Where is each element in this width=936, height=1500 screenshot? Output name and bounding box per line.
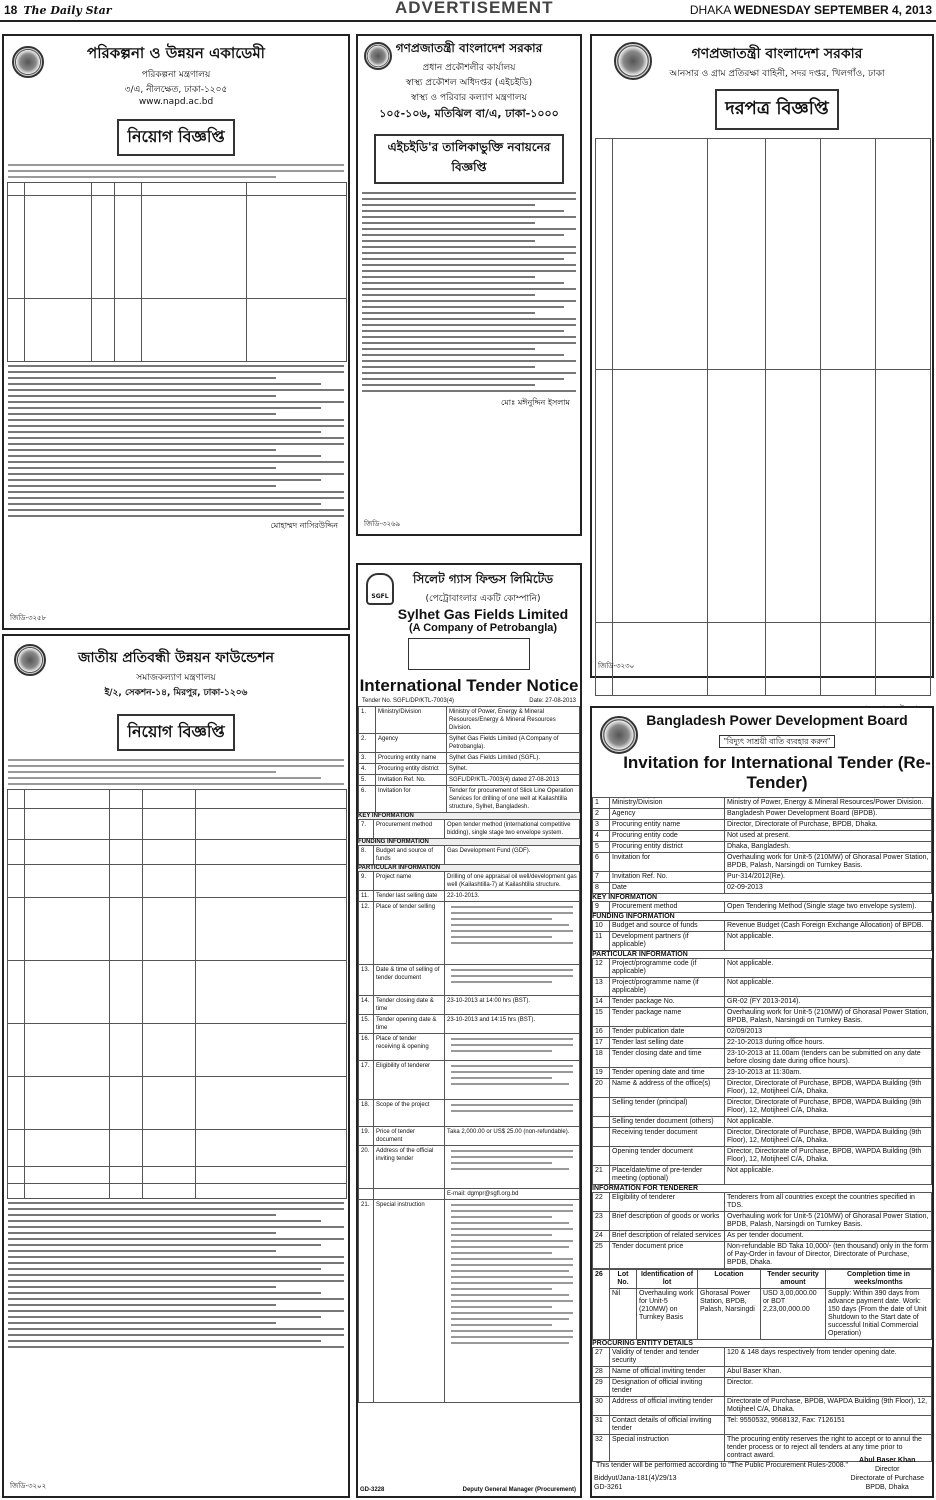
row-no (593, 1147, 610, 1166)
ad4-org: জাতীয় প্রতিবন্ধী উন্নয়ন ফাউন্ডেশন (78, 650, 274, 666)
ad4-title: নিয়োগ বিজ্ঞপ্তি (117, 714, 234, 751)
row-value: 22-10-2013 during office hours. (725, 1038, 932, 1049)
ad2-body-text (358, 192, 580, 392)
ad3-code: জিডি-৩২৩০ (598, 662, 635, 670)
row-value: Director, Directorate of Purchase, BPDB, WAPDA Building (9th Floor), 12, Motijheel C/A, Dhaka. (725, 1098, 932, 1117)
ad1-ministry: পরিকল্পনা মন্ত্রণালয় (141, 70, 211, 80)
ad5-project-label: Project name (374, 872, 445, 891)
ad1-post-table (7, 182, 347, 362)
table-row (593, 1079, 932, 1098)
ad-hed-renewal (356, 34, 582, 536)
ad5-project-value: Drilling of one appraisal oil well/development gas well (Kailashtilla-7) at Kailashtilla structure. (445, 872, 580, 891)
row-value: Director, Directorate of Purchase, BPDB, WAPDA Building (9th Floor), 12, Motijheel C/A, Dhaka. (725, 1128, 932, 1147)
row-no: 1 (593, 798, 610, 809)
section-title: ADVERTISEMENT (395, 0, 554, 17)
ad2-ministry: স্বাস্থ্য ও পরিবার কল্যাণ মন্ত্রণালয় (411, 93, 527, 103)
row-label: Agency (376, 734, 447, 753)
ad5-method-label: Procurement method (374, 820, 445, 839)
row-value: Not applicable. (725, 978, 932, 997)
ad5-date: Date: 27-08-2013 (529, 698, 576, 704)
row-label: Address of official inviting tender (610, 1397, 725, 1416)
row-value: Not applicable. (725, 1166, 932, 1185)
row-label: Brief description of related services (610, 1231, 725, 1242)
ansar-emblem-icon (614, 42, 652, 80)
row-value: Directorate of Purchase, BPDB, WAPDA Building (9th Floor), 12, Motijheel C/A, Dhaka. (725, 1397, 932, 1416)
row-label: Invitation Ref. No. (376, 775, 447, 786)
row-value: Overhauling work for Unit-5 (210MW) of Ghorasal Power Station, BPDB, Palash, Narsingdi on Turnkey Basis. (725, 1212, 932, 1231)
table-row (593, 1128, 932, 1147)
ad5-slogan-box (408, 638, 530, 670)
row-no: 8 (593, 883, 610, 894)
row-label: Name & address of the office(s) (610, 1079, 725, 1098)
row-value: 120 & 148 days respectively from tender opening date. (725, 1348, 932, 1367)
table-row (593, 1008, 932, 1027)
ad3-tender-table (595, 138, 931, 696)
row-label: Brief description of goods or works (610, 1212, 725, 1231)
table-row (359, 707, 580, 734)
ad2-govt: গণপ্রজাতন্ত্রী বাংলাদেশ সরকার (395, 41, 543, 55)
ad5-name-en: Sylhet Gas Fields Limited (397, 606, 569, 622)
table-row (593, 820, 932, 831)
ad1-address: ৩/এ, নীলক্ষেত, ঢাকা-১২০৫ (124, 85, 228, 95)
row-label: Name of official inviting tender (610, 1367, 725, 1378)
row-value: The procuring entity reserves the right to accept or to annul the tender process or to reject all tenders at any time prior to contract award. (725, 1435, 932, 1462)
row-value: 02-09-2013 (725, 883, 932, 894)
table-row (593, 932, 932, 951)
ad2-signatory: মোঃ মঈনুদ্দিন ইসলাম (501, 398, 570, 407)
ad2-office: প্রধান প্রকৌশলীর কার্যালয় (422, 63, 516, 73)
lot-completion: Supply: Within 390 days from advance payment date. Work: 150 days (From the date of Unit Shutdown to the Start date of successful Initial Commercial Operation) (826, 1289, 932, 1340)
ad4-body-text (4, 759, 348, 785)
ad4-post-table (7, 789, 347, 1199)
row-no: 20 (593, 1079, 610, 1098)
row-value: Ministry of Power, Energy & Mineral Resources/Power Division. (725, 798, 932, 809)
row-label: Validity of tender and tender security (610, 1348, 725, 1367)
row-label: Tender package name (610, 1008, 725, 1027)
lot-header-completion: Completion time in weeks/months (826, 1270, 932, 1289)
row-no: 4. (359, 764, 376, 775)
table-row (593, 1068, 932, 1079)
ad2-dept: স্বাস্থ্য প্রকৌশল অধিদপ্তর (এইচইডি) (405, 78, 533, 88)
govt-emblem-icon (364, 42, 392, 70)
lot-no: Nil (610, 1289, 637, 1340)
row-no: 27 (593, 1348, 610, 1367)
ad3-title: দরপত্র বিজ্ঞপ্তি (715, 89, 838, 130)
row-no: 31 (593, 1416, 610, 1435)
table-row (593, 978, 932, 997)
sgfl-logo-icon: SGFL (366, 573, 394, 605)
table-row (593, 921, 932, 932)
ad-napd-recruitment (2, 34, 350, 630)
row-value: Director, Directorate of Purchase, BPDB, Dhaka. (725, 820, 932, 831)
row-no: 4 (593, 831, 610, 842)
row-label: Selling tender document (others) (610, 1117, 725, 1128)
ad5-code: GD-3228 (360, 1487, 385, 1493)
ad5-closing: 23-10-2013 at 14:00 hrs (BST). (445, 996, 580, 1015)
ad5-info-table (358, 706, 580, 813)
row-value: Director, Directorate of Purchase, BPDB, WAPDA Building (9th Floor), 12, Motijheel C/A, Dhaka. (725, 1079, 932, 1098)
ad4-code: জিডি-৩২০২ (10, 1482, 47, 1490)
ad4-address: ই/২, সেকশন-১৪, মিরপুর, ঢাকা-১২০৬ (104, 688, 248, 698)
row-no: 11 (593, 932, 610, 951)
row-value: GR-02 (FY 2013-2014). (725, 997, 932, 1008)
table-row (593, 883, 932, 894)
row-no: 2 (593, 809, 610, 820)
row-value: Director, Directorate of Purchase, BPDB, WAPDA Building (9th Floor), 12, Motijheel C/A, Dhaka. (725, 1147, 932, 1166)
ad1-code: জিডি-৩২৫৮ (10, 614, 47, 622)
table-row (593, 853, 932, 872)
row-label: Receiving tender document (610, 1128, 725, 1147)
row-value: Sylhet. (447, 764, 580, 775)
ad6-entity-details: PROCURING ENTITY DETAILS (592, 1340, 693, 1347)
ad6-funding-info: FUNDING INFORMATION (592, 913, 675, 920)
row-value: Sylhet Gas Fields Limited (SGFL). (447, 753, 580, 764)
row-no: 6 (593, 853, 610, 872)
row-no: 23 (593, 1212, 610, 1231)
row-value: Non-refundable BD Taka 10,000/- (ten thousand) only in the form of Pay-Order in favour of Director, Directorate of Purchase, BPDB, Dhaka. (725, 1242, 932, 1269)
row-label: Procuring entity name (376, 753, 447, 764)
row-label: Opening tender document (610, 1147, 725, 1166)
row-no: 15 (593, 1008, 610, 1027)
ad6-footnote: This tender will be performed according to "The Public Procurement Rules-2008." (596, 1462, 849, 1469)
row-value: SGFL/DP/KTL-7003(4) dated 27-08-2013 (447, 775, 580, 786)
ad4-ministry: সমাজকল্যাণ মন্ত্রণালয় (136, 673, 216, 683)
ad-disability-recruitment (2, 634, 350, 1498)
row-no: 28 (593, 1367, 610, 1378)
row-value: As per tender document. (725, 1231, 932, 1242)
row-label: Project/programme name (if applicable) (610, 978, 725, 997)
page-number: 18 (4, 3, 18, 17)
ad5-title: International Tender Notice (359, 676, 579, 695)
row-value: 23-10-2013 at 11.00am (tenders can be submitted on any date before closing date during office hours). (725, 1049, 932, 1068)
row-value: Not applicable. (725, 959, 932, 978)
row-no (593, 1117, 610, 1128)
foundation-logo-icon (14, 644, 46, 676)
row-value: Bangladesh Power Development Board (BPDB). (725, 809, 932, 820)
ad5-budget-value: Gas Development Fund (GDF). (445, 846, 580, 865)
row-no: 6. (359, 786, 376, 813)
row-no: 32 (593, 1435, 610, 1462)
table-row (593, 1416, 932, 1435)
row-label: Tender package No. (610, 997, 725, 1008)
row-label: Tender last selling date (610, 1038, 725, 1049)
row-label: Project/programme code (if applicable) (610, 959, 725, 978)
ad5-signatory: Deputy General Manager (Procurement) (462, 1487, 576, 1493)
table-row (593, 1242, 932, 1269)
masthead (0, 0, 936, 22)
table-row (593, 1348, 932, 1367)
row-no: 16 (593, 1027, 610, 1038)
ad5-key-info: KEY INFORMATION (358, 813, 580, 819)
table-row (359, 764, 580, 775)
table-row (593, 1367, 932, 1378)
lot-ident: Overhauling work for Unit-5 (210MW) on Turnkey Basis (637, 1289, 698, 1340)
ad6-code2: GD-3261 (594, 1484, 623, 1491)
ad6-key-info: KEY INFORMATION (592, 894, 658, 901)
row-label: Procuring entity district (610, 842, 725, 853)
table-row (593, 1166, 932, 1185)
ad-ansar-tender (590, 34, 934, 678)
row-value: 02/09/2013 (725, 1027, 932, 1038)
row-no: 3. (359, 753, 376, 764)
ad5-email: E-mail: dgmpr@sgfl.org.bd (445, 1189, 580, 1200)
table-row (593, 1049, 932, 1068)
table-row (593, 1231, 932, 1242)
row-label: Procuring entity name (610, 820, 725, 831)
row-label: Contact details of official inviting tender (610, 1416, 725, 1435)
ad1-web[interactable]: www.napd.ac.bd (138, 97, 214, 107)
row-label: Procurement method (610, 902, 725, 913)
table-row (593, 1117, 932, 1128)
lot-header-no: Lot No. (610, 1270, 637, 1289)
row-label: Procuring entity district (376, 764, 447, 775)
row-no: 5 (593, 842, 610, 853)
row-no: 29 (593, 1378, 610, 1397)
ad6-signatory: Abul Baser Khan Director Directorate of Purchase BPDB, Dhaka (850, 1457, 924, 1491)
ad3-dept: আনসার ও গ্রাম প্রতিরক্ষা বাহিনী, সদর দপ্তর, খিলগাঁও, ঢাকা (669, 69, 885, 79)
ad6-title: Invitation for International Tender (Re-Tender) (623, 753, 931, 792)
row-no: 5. (359, 775, 376, 786)
ad6-info-table (592, 797, 932, 894)
lot-location: Ghorasal Power Station, BPDB, Palash, Narsingdi (698, 1289, 761, 1340)
table-row (593, 1212, 932, 1231)
lot-header-ident: Identification of lot (637, 1270, 698, 1289)
ad-bpdb-tender (590, 706, 934, 1498)
ad1-title: নিয়োগ বিজ্ঞপ্তি (117, 119, 234, 156)
row-label: Designation of official inviting tender (610, 1378, 725, 1397)
ad5-particular-info: PARTICULAR INFORMATION (358, 865, 580, 871)
row-value: Open Tendering Method (Single stage two envelope system). (725, 902, 932, 913)
row-no: 19 (593, 1068, 610, 1079)
row-value: Not applicable. (725, 1117, 932, 1128)
ad1-terms-text (4, 365, 348, 517)
row-no: 9 (593, 902, 610, 913)
table-row (593, 1397, 932, 1416)
table-row (359, 753, 580, 764)
table-row (359, 775, 580, 786)
ad1-signatory: মোহাম্মদ নাসিরউদ্দিন (270, 521, 338, 530)
row-value: Pur-314/2012(Re). (725, 872, 932, 883)
row-no: 24 (593, 1231, 610, 1242)
row-label: Tender publication date (610, 1027, 725, 1038)
table-row (359, 734, 580, 753)
row-no: 14 (593, 997, 610, 1008)
row-label: Eligibility of tenderer (610, 1193, 725, 1212)
ad2-address: ১০৫-১০৬, মতিঝিল বা/এ, ঢাকা-১০০০ (379, 107, 559, 120)
row-value: Not used at present. (725, 831, 932, 842)
ad4-terms-text (4, 1202, 348, 1348)
row-value: Ministry of Power, Energy & Mineral Resources/Energy & Mineral Resources Division. (447, 707, 580, 734)
row-label: Place/date/time of pre-tender meeting (optional) (610, 1166, 725, 1185)
row-label: Ministry/Division (376, 707, 447, 734)
row-no: 21 (593, 1166, 610, 1185)
row-value: Tel: 9550532, 9568132, Fax: 7126151 (725, 1416, 932, 1435)
ad6-code1: Biddyut/Jana-181(4)/29/13 (594, 1475, 677, 1482)
row-label: Invitation for (610, 853, 725, 872)
row-label: Ministry/Division (610, 798, 725, 809)
row-value: Tenderers from all countries except the countries specified in TDS. (725, 1193, 932, 1212)
table-row (593, 842, 932, 853)
lot-header-security: Tender security amount (761, 1270, 826, 1289)
bpdb-logo-icon (600, 716, 638, 754)
row-no: 25 (593, 1242, 610, 1269)
table-row (593, 1098, 932, 1117)
row-value: Revenue Budget (Cash Foreign Exchange Allocation) of BPDB. (725, 921, 932, 932)
row-value: Tender for procurement of Slick Line Operation Services for drilling of one well at Kailashtilla structure, Sylhet, Bangladesh. (447, 786, 580, 813)
dateline: DHAKA WEDNESDAY SEPTEMBER 4, 2013 (689, 3, 932, 17)
lot-header-loc: Location (698, 1270, 761, 1289)
row-no: 17 (593, 1038, 610, 1049)
row-label: Tender document price (610, 1242, 725, 1269)
row-value: Director. (725, 1378, 932, 1397)
ad5-opening: 23-10-2013 and 14:15 hrs (BST). (445, 1015, 580, 1034)
table-row (593, 831, 932, 842)
table-row (593, 1147, 932, 1166)
row-label: Invitation for (376, 786, 447, 813)
row-no: 22 (593, 1193, 610, 1212)
row-no: 1. (359, 707, 376, 734)
row-no: 10 (593, 921, 610, 932)
row-no (593, 1128, 610, 1147)
row-label: Budget and source of funds (610, 921, 725, 932)
table-row (593, 872, 932, 883)
row-no: 18 (593, 1049, 610, 1068)
ad1-org: পরিকল্পনা ও উন্নয়ন একাডেমী (87, 44, 265, 62)
row-value: Abul Baser Khan. (725, 1367, 932, 1378)
table-row (593, 1193, 932, 1212)
table-row (593, 809, 932, 820)
row-value: 23-10-2013 at 11:30am. (725, 1068, 932, 1079)
row-no (593, 1098, 610, 1117)
table-row (593, 997, 932, 1008)
table-row (593, 1038, 932, 1049)
row-label: Selling tender (principal) (610, 1098, 725, 1117)
row-label: Tender opening date and time (610, 1068, 725, 1079)
row-label: Special instruction (610, 1435, 725, 1462)
ad5-name-bn: সিলেট গ্যাস ফিল্ডস লিমিটেড (412, 572, 554, 586)
newspaper-logo: The Daily Star (23, 3, 112, 17)
row-label: Procuring entity code (610, 831, 725, 842)
ad6-slogan: "বিদ্যুৎ সাশ্রয়ী বাতি ব্যবহার করুন" (719, 735, 835, 748)
lot-security: USD 3,00,000.00 or BDT 2,23,00,000.00 (761, 1289, 826, 1340)
row-label: Agency (610, 809, 725, 820)
ad6-org: Bangladesh Power Development Board (646, 712, 908, 728)
ad5-price: Taka 2,000.00 or US$ 25.00 (non-refundable). (445, 1127, 580, 1146)
ad2-title: এইচইডি'র তালিকাভুক্তি নবায়নের বিজ্ঞপ্তি (374, 134, 564, 184)
table-row (593, 1378, 932, 1397)
row-value: Overhauling work for Unit-5 (210MW) of Ghorasal Power Station, BPDB, Palash, Narsingdi on Turnkey Basis. (725, 1008, 932, 1027)
ad2-code: জিডি-৩২৬৯ (364, 520, 401, 528)
table-row (359, 786, 580, 813)
row-no: 12 (593, 959, 610, 978)
ad6-lot-table: 26 Lot No. Identification of lot Location Tender security amount Completion time in weeks/months Nil Overhauling work for Unit-5 (210MW) on Turnkey Basis Ghorasal Power Station, BPDB, Palash, Narsingdi USD 3,00,000.00 or BDT 2,23,00,000.00 Supply: Within 390 days from advance payment date. Work: 150 days (From the date of Unit Shutdown to the Start date of successful Initial Commercial Operation) (592, 1269, 932, 1340)
ad3-govt: গণপ্রজাতন্ত্রী বাংলাদেশ সরকার (691, 46, 863, 62)
row-no: 30 (593, 1397, 610, 1416)
row-label: Development partners (if applicable) (610, 932, 725, 951)
ad6-particular-info: PARTICULAR INFORMATION (592, 951, 688, 958)
ad5-method-value: Open tender method (international competitive bidding), single stage two envelope system. (445, 820, 580, 839)
table-row (593, 798, 932, 809)
napd-logo-icon (12, 46, 44, 78)
ad5-funding-info: FUNDING INFORMATION (358, 839, 580, 845)
row-value: Not applicable. (725, 932, 932, 951)
ad6-tenderer-info: INFORMATION FOR TENDERER (592, 1185, 699, 1192)
ad5-tender-no: Tender No. SGFL/DP/KTL-7003(4) (362, 698, 455, 704)
row-no: 7 (593, 872, 610, 883)
row-no: 3 (593, 820, 610, 831)
row-value: Overhauling work for Unit-5 (210MW) of Ghorasal Power Station, BPDB, Palash, Narsingdi on Turnkey Basis. (725, 853, 932, 872)
ad5-sub-en: (A Company of Petrobangla) (408, 622, 558, 634)
ad5-sub-bn: (পেট্রোবাংলার একটি কোম্পানি) (425, 594, 541, 604)
table-row (593, 1027, 932, 1038)
row-label: Date (610, 883, 725, 894)
row-value: Dhaka, Bangladesh. (725, 842, 932, 853)
table-row (593, 959, 932, 978)
ad-sylhet-gas-tender: SGFL সিলেট গ্যাস ফিল্ডস লিমিটেড (পেট্রোবাংলার একটি কোম্পানি) Sylhet Gas Fields Limited (A Company of Petrobangla) International Tender Notice Tender No. SGFL/DP/KTL-7003(4) Date: 27-08-2013 1. Ministry/Division Ministry of Power, Energy & Mineral Resources/Energy & Mineral Resources Division. 2. Agency Sylhet Gas Fields Limited (A Company of Petrobangla). 3. Procuring entity name Sylhet Gas Fields Limited (SGFL). 4. Procuring entity district Sylhet. 5. Invitation Ref. No. SGFL/DP/KTL-7003(4) dated 27-08-2013 6. Invitation for Tender for procurement of Slick Line Operation Services for drilling of one well at Kailashtilla structure, Sylhet, Bangladesh. KEY INFORMATION 7. Procurement method Open tender method (international competitive bidding), single stage two envelope system. FUNDING INFORMATION 8. Budget and source of funds Gas Development Fund (GDF). PARTICULAR INFORMATION 9. Project name Drilling of one appraisal oil well/development gas well (Kailashtilla-7) at Kailashtilla structure. 11. Tender last selling date 22-10-2013. 12. Place of tender selling 13. Date & time of selling of tender document 14. Tender closing date & time 23-10-2013 at 14:00 hrs (BST). 15. Tender opening date & time 23-10-2013 and 14:15 hrs (BST). 16. Place of tender receiving & opening 17. Eligibility of tenderer 18. Scope of the project 19. Price of tender document Taka 2,000.00 or US$ 25.00 (non-refundable). 20. Address of the official inviting tender E-mail: dgmpr@sgfl.org.bd 21. Special instruction GD-3228 Deputy General Manager (Procurement) (356, 563, 582, 1498)
row-no: 13 (593, 978, 610, 997)
ad5-budget-label: Budget and source of funds (374, 846, 445, 865)
row-no: 2. (359, 734, 376, 753)
row-value: Sylhet Gas Fields Limited (A Company of Petrobangla). (447, 734, 580, 753)
row-label: Invitation Ref. No. (610, 872, 725, 883)
ad1-body-text (4, 164, 348, 178)
row-label: Tender closing date and time (610, 1049, 725, 1068)
table-row (593, 902, 932, 913)
ad5-last-selling: 22-10-2013. (445, 891, 580, 902)
